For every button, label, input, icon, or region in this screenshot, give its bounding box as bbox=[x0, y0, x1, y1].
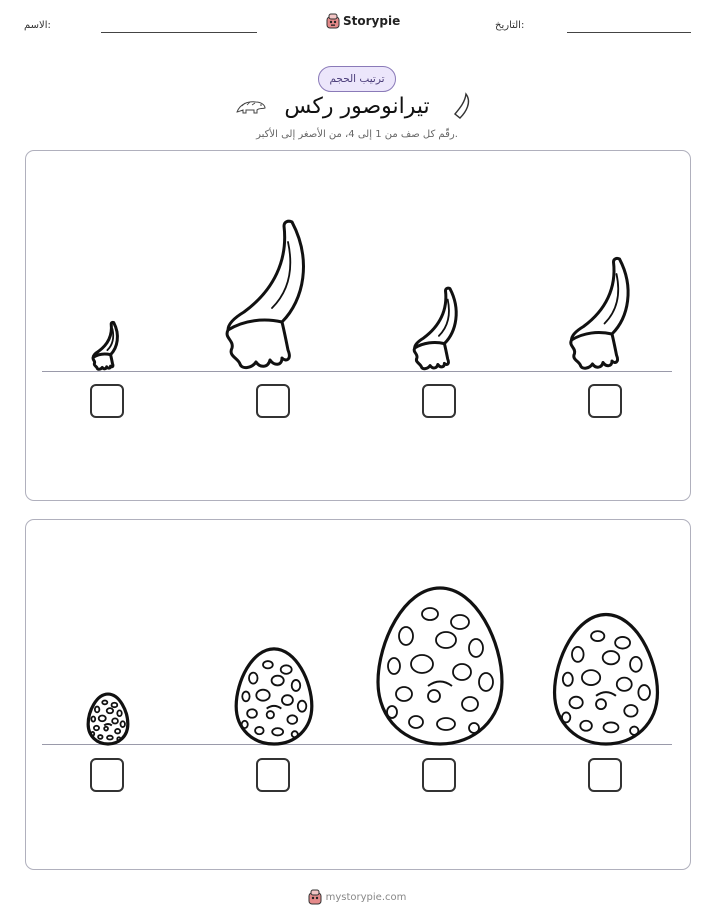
answer-box[interactable] bbox=[90, 758, 124, 792]
instructions: رقّم كل صف من 1 إلى 4، من الأصغر إلى الأكبر. bbox=[256, 129, 458, 140]
tooth-drawing bbox=[227, 221, 303, 367]
tooth-drawing bbox=[414, 288, 456, 369]
answer-box[interactable] bbox=[588, 758, 622, 792]
name-line[interactable] bbox=[101, 32, 257, 33]
tooth-drawing bbox=[571, 258, 628, 368]
egg-drawing bbox=[88, 694, 128, 744]
date-label: التاريخ: bbox=[495, 20, 525, 31]
worksheet-title: تيرانوصور ركس bbox=[284, 94, 430, 119]
egg-drawing bbox=[378, 588, 502, 744]
date-line[interactable] bbox=[567, 32, 691, 33]
brand-name: Storypie bbox=[343, 14, 401, 28]
answer-box[interactable] bbox=[256, 758, 290, 792]
activity-badge: ترتيب الحجم bbox=[318, 66, 396, 92]
tooth-drawing bbox=[93, 322, 117, 369]
storypie-mascot-icon bbox=[308, 889, 322, 905]
answer-box[interactable] bbox=[588, 384, 622, 418]
egg-drawings bbox=[0, 519, 714, 747]
answer-box[interactable] bbox=[90, 384, 124, 418]
storypie-mascot-icon bbox=[326, 13, 340, 29]
answer-box[interactable] bbox=[256, 384, 290, 418]
egg-drawing bbox=[236, 649, 312, 744]
name-label: الاسم: bbox=[24, 20, 51, 31]
footer bbox=[0, 889, 714, 905]
tooth-icon bbox=[452, 92, 472, 120]
answer-box[interactable] bbox=[422, 758, 456, 792]
egg-drawing bbox=[555, 615, 658, 744]
footer-site: mystorypie.com bbox=[325, 891, 407, 903]
answer-box[interactable] bbox=[422, 384, 456, 418]
brand-logo bbox=[326, 13, 400, 29]
teeth-drawings bbox=[0, 150, 714, 374]
